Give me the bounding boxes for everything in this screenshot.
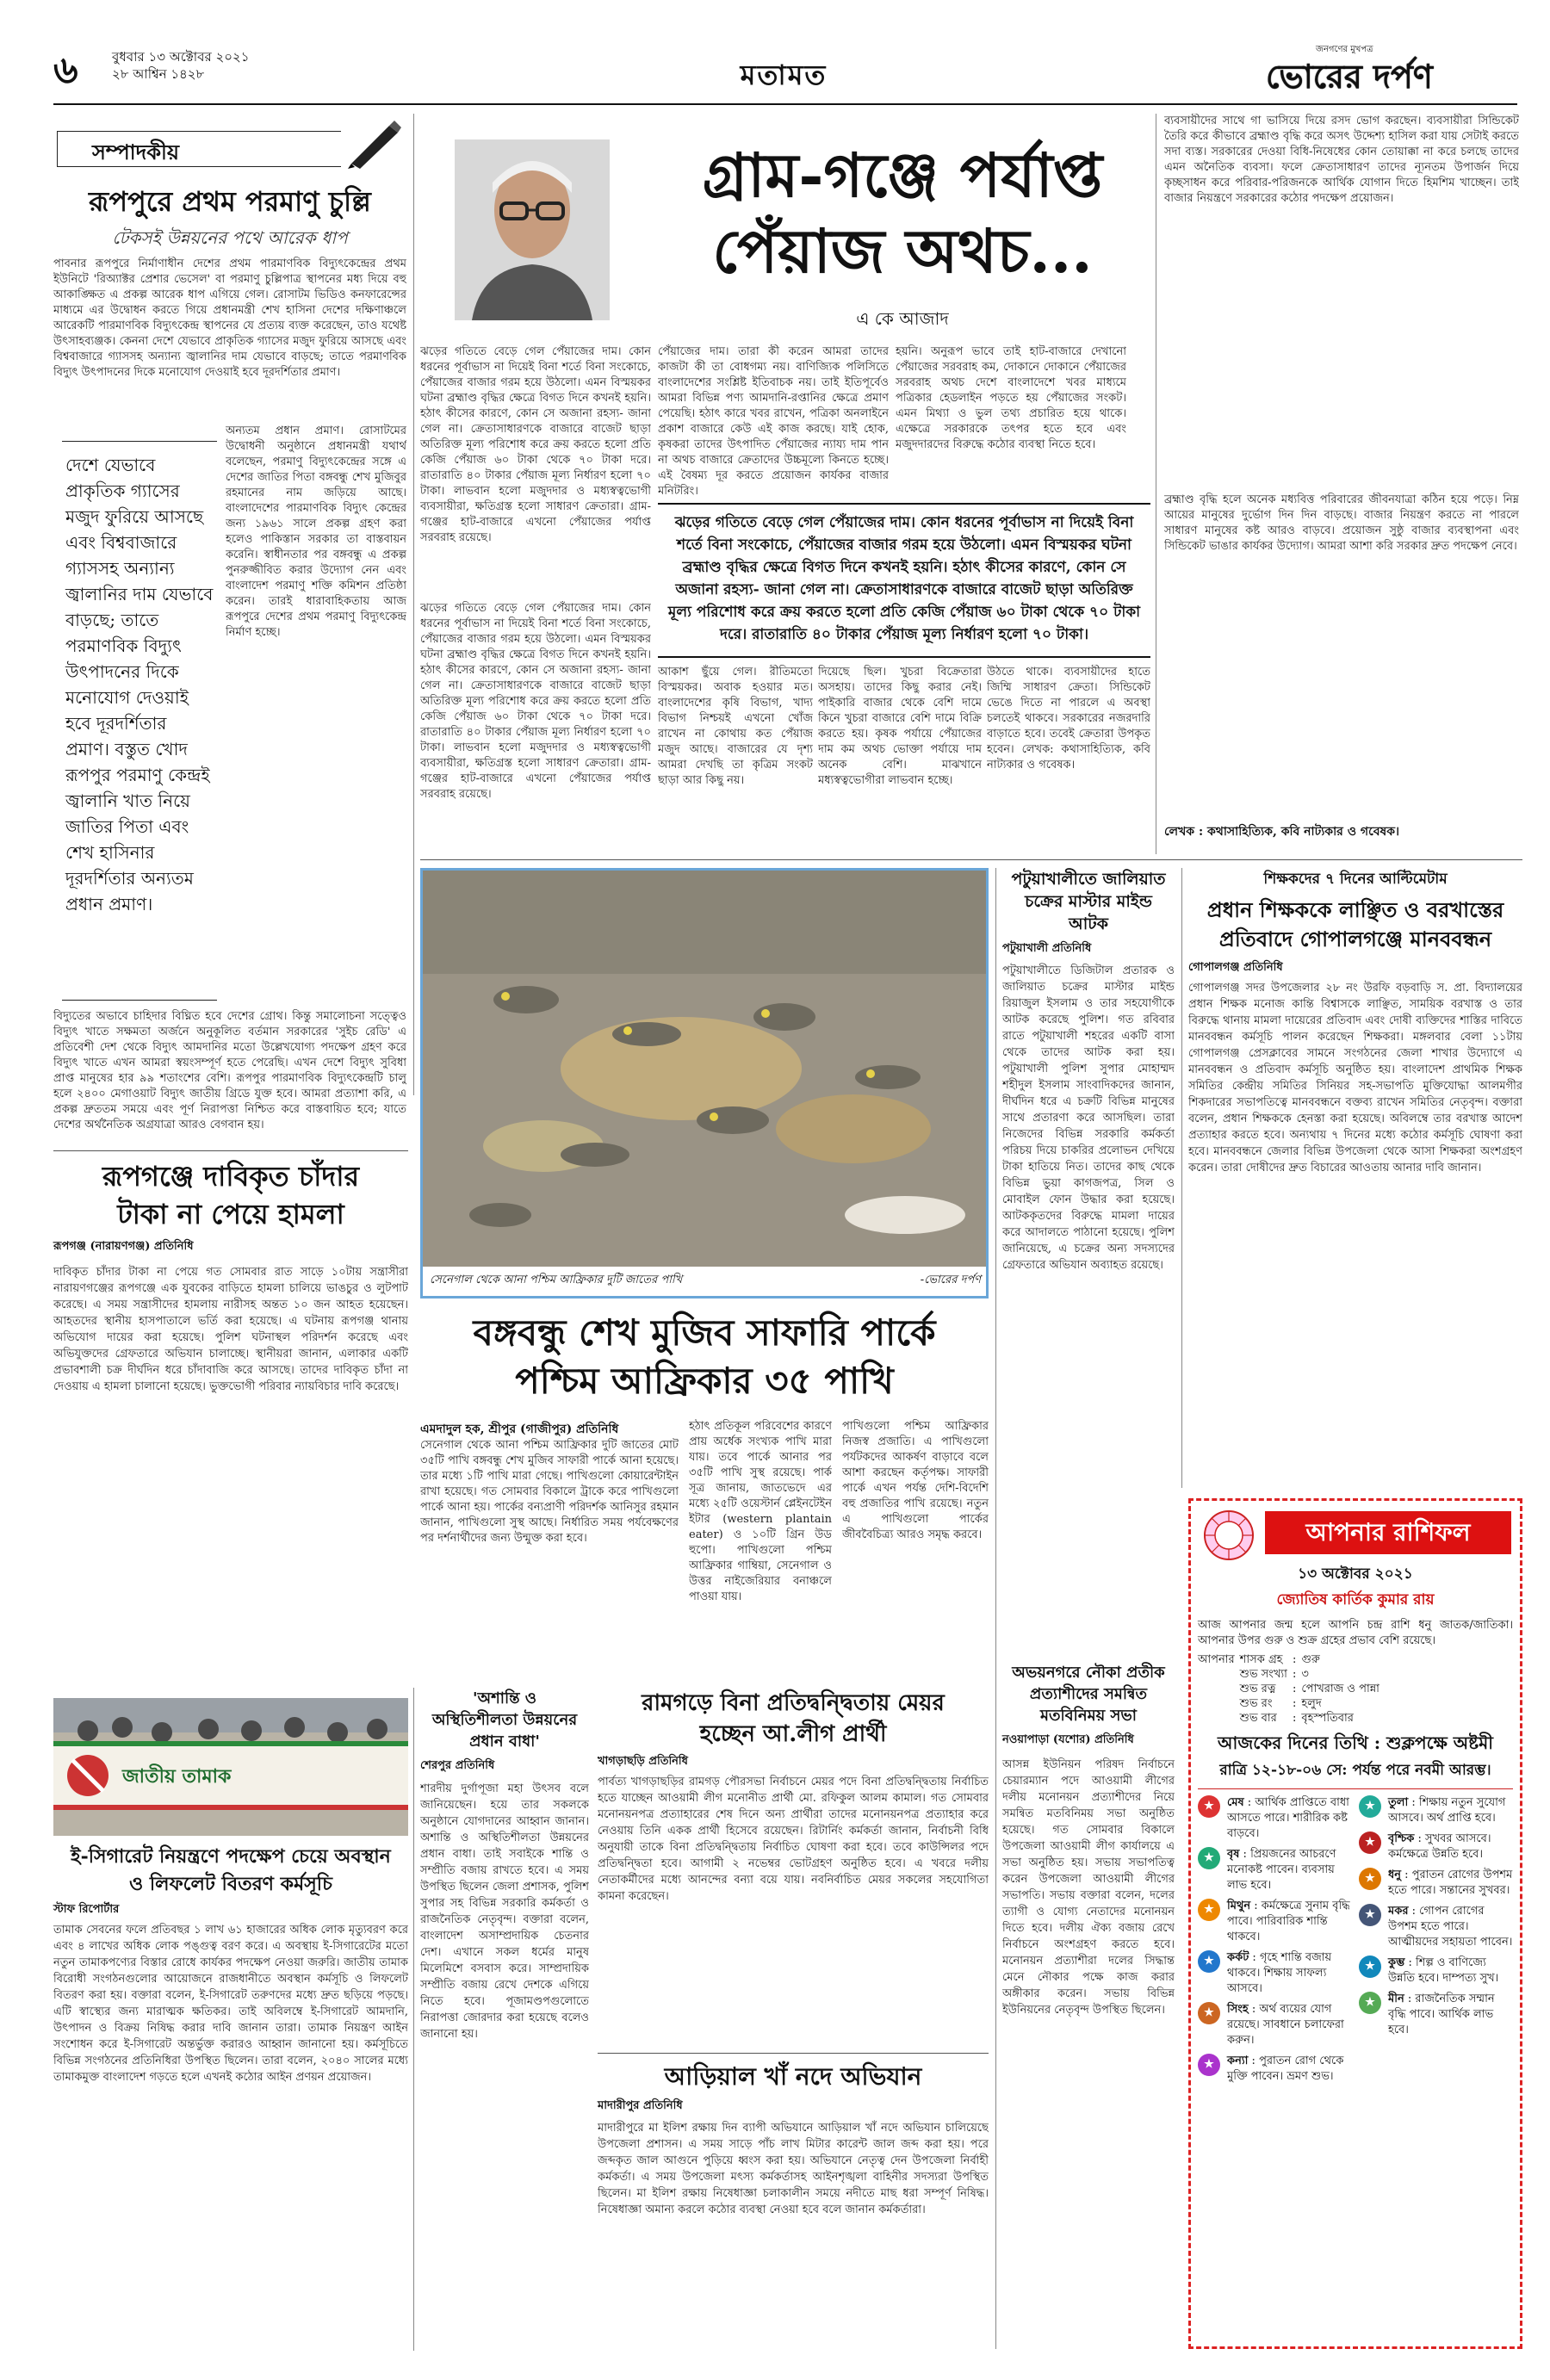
horoscope-table-cell [1198, 1711, 1240, 1726]
editorial-body-bottom: বিদ্যুতের অভাবে চাহিদার বিঘ্নিত হবে দেশের গ্রোথ। কিন্তু সমালোচনা সত্ত্বেও বিদ্যুৎ খাতে সক্ষমতা অর্জনে অনুকূলিত বর্তমান সরকারের 'সুইচ রেডি' এ প্রতিবেশী দেশ থেকে বিদ্যুৎ আমদানির মতো উল্লেখযোগ্য পদক্ষেপ গ্রহণ করে বিদ্যুৎ খাতে এখন আমরা স্বয়ংসম্পূর্ণ হতে পেরেছি। এখন দেশে বিদ্যুৎ সুবিধা প্রাপ্ত মানুষের হার ৯৯ শতাংশের বেশি। রূপপুর পারমাণবিক বিদ্যুৎকেন্দ্রটি চালু হলে ২৪০০ মেগাওয়াট বিদ্যুৎ জাতীয় গ্রিডে যুক্ত হবে। আমরা প্রত্যাশা করি, এ প্রকল্প দ্রুততম সময়ে এবং পূর্ণ নিরাপত্তা নিশ্চিত করে বাস্তবায়িত হবে; যাতে দেশের অর্থনৈতিক অগ্রযাত্রা আরও বেগবান হয়। [53, 1010, 406, 1131]
horoscope-table-cell: : [1292, 1683, 1297, 1695]
zodiac-sign-text [1227, 1899, 1352, 1945]
patuakhali-body: পটুয়াখালীতে ডিজিটাল প্রতারক ও জালিয়াত চক্রের মাস্টার মাইন্ড রিয়াজুল ইসলাম ও তার সহযোগীকে আটক করেছে পুলিশ। গত রবিবার রাতে পটুয়াখালী শহরের একটি বাসা থেকে তাদের আটক করা হয়। পটুয়াখালী পুলিশ সুপার মোহাম্মদ শহীদুল ইসলাম সাংবাদিকদের জানান, দীর্ঘদিন ধরে এ চক্রটি বিভিন্ন মানুষের সাথে প্রতারণা করে আসছিল। তারা নিজেদের বিভিন্ন সরকারি কর্মকর্তা পরিচয় দিয়ে চাকরির প্রলোভন দেখিয়ে টাকা হাতিয়ে নিত। তাদের কাছ থেকে বিভিন্ন ভুয়া কাগজপত্র, সিল ও মোবাইল ফোন উদ্ধার করা হয়েছে। আটককৃতদের বিরুদ্ধে মামলা দায়ের করে আদালতে পাঠানো হয়েছে। পুলিশ জানিয়েছে, এ চক্রের অন্য সদস্যদের গ্রেফতারে অভিযান অব্যাহত রয়েছে। [1002, 964, 1175, 1272]
zodiac-sign-text [1388, 1955, 1513, 1986]
zodiac-sign-separator: : [1401, 1869, 1412, 1881]
ecig-body: তামাক সেবনের ফলে প্রতিবছর ১ লাখ ৬১ হাজারের অধিক লোক মৃত্যুবরণ করে এবং ৪ লাখের অধিক লোক পঙ্গুত্ব বরণ করে। এ অবস্থায় ই-সিগারেটের মতো নতুন তামাকপণ্যের বিস্তার রোধে কার্যকর পদক্ষেপ নেওয়া জরুরি। জাতীয় তামাক বিরোধী সংগঠনগুলোর আয়োজনে রাজধানীতে অবস্থান কর্মসূচি ও লিফলেট বিতরণ করা হয়। বক্তারা বলেন, ই-সিগারেট তরুণদের মধ্যে দ্রুত ছড়িয়ে পড়ছে। এটি স্বাস্থ্যের জন্য মারাত্মক ক্ষতিকর। তাই অবিলম্বে ই-সিগারেট আমদানি, উৎপাদন ও বিক্রয় নিষিদ্ধ করার দাবি জানান তারা। তামাক নিয়ন্ত্রণ আইন সংশোধন করে ই-সিগারেট অন্তর্ভুক্ত করারও আহ্বান জানানো হয়। কর্মসূচিতে বিভিন্ন সংগঠনের প্রতিনিধিরা উপস্থিত ছিলেন। তারা বলেন, ২০৪০ সালের মধ্যে তামাকমুক্ত বাংলাদেশ গড়তে হলে এখনই কঠোর আইন প্রণয়ন প্রয়োজন। [53, 1924, 408, 2084]
safari-headline-line2: পশ্চিম আফ্রিকার ৩৫ পাখি [515, 1360, 894, 1402]
zodiac-sign-separator: : [1408, 1905, 1420, 1918]
rupganj-article [53, 1157, 408, 1691]
header-rule [53, 103, 1517, 105]
zodiac-sign-icon: ★ [1198, 1847, 1220, 1869]
horoscope-astrologer: জ্যোতিষ কার্তিক কুমার রায় [1276, 1591, 1435, 1608]
zodiac-sign-entry [1359, 1989, 1513, 2041]
editorial-label: সম্পাদকীয় [92, 139, 180, 164]
safari-col-2: হঠাৎ প্রতিকূল পরিবেশের কারণে প্রায় অর্ধেক সংখ্যক পাখি মারা যায়। তবে পার্কে আনার পর ৩৫টি পাখি সুস্থ রয়েছে। পার্ক সূত্র জানায়, জাতভেদে এর মধ্যে ২৫টি ওয়েস্টার্ন প্লেইনটেইন ইটার (western plantain eater) ও ১০টি গ্রিন উড হুপো। পাখিগুলো পশ্চিম আফ্রিকার গাম্বিয়া, সেনেগাল ও উত্তর নাইজেরিয়ার বনাঞ্চলে পাওয়া যায়। [689, 1420, 832, 1603]
horoscope-table-cell: : [1292, 1697, 1297, 1710]
zodiac-sign-description: কর্মক্ষেত্রে সুনাম বৃদ্ধি পাবে। পারিবারিক শান্তি থাকবে। [1227, 1900, 1350, 1943]
zodiac-sign-text [1388, 1831, 1513, 1862]
horoscope-table-row [1198, 1652, 1385, 1667]
safari-article [420, 1309, 989, 1679]
horoscope-tithi: আজকের দিনের তিথি : শুক্লপক্ষে অষ্টমী রাত্রি ১২-১৮-০৬ সে: পর্যন্ত পরে নবমী আরম্ভ। [1198, 1731, 1513, 1783]
patuakhali-byline: পটুয়াখালী প্রতিনিধি [1002, 942, 1092, 955]
zodiac-sign-entry [1359, 1865, 1513, 1901]
safari-photo-frame [420, 868, 989, 1298]
opinion-col-1b: ঝড়ের গতিতে বেড়ে গেল পেঁয়াজের দাম। কোন ধরনের পূর্বাভাস না দিয়েই বিনা শর্তে বিনা সংকোচে, পেঁয়াজের বাজার গরম হয়ে উঠলো। এমন বিস্ময়কর ঘটনা ব্রহ্মাণ্ড বৃদ্ধির ক্ষেত্রে বিগত দিনে কখনই হয়নি। হঠাৎ কীসের কারণে, কোন সে অজানা রহস্য- জানা গেল না। ক্রেতাসাধারণকে বাজারে বাজেট ছাড়া অতিরিক্ত মূল্য পরিশোধ করে ক্রয় করতে হলো প্রতি কেজি পেঁয়াজ ৬০ টাকা থেকে ৭০ টাকা দরে। রাতারাতি ৪০ টাকার পেঁয়াজ মূল্য নির্ধারণ হলো ৭০ টাকা। লাভবান হলো মজুদদার ও মধ্যস্বত্বভোগী ব্যবসায়ীরা, ক্ষতিগ্রস্ত হলো সাধারণ ক্রেতারা। গ্রাম-গঞ্জের হাট-বাজারে এখনো পেঁয়াজের পর্যাপ্ত সরবরাহ রয়েছে। [420, 602, 651, 801]
issue-date [112, 48, 250, 83]
zodiac-sign-description: রাজনৈতিক সম্মান বৃদ্ধি পাবে। আর্থিক লাভ হবে। [1388, 1993, 1495, 2036]
horoscope-signs-left [1198, 1793, 1352, 2087]
horoscope-table-cell: শুভ রং [1239, 1697, 1273, 1710]
opinion-section [420, 114, 1522, 854]
rupganj-headline-line2: টাকা না পেয়ে হামলা [117, 1198, 344, 1230]
zodiac-sign-separator: : [1243, 1796, 1256, 1809]
column-divider-right [1181, 868, 1182, 1488]
abhoynagar-headline [1002, 1662, 1175, 1726]
horoscope-table-row [1198, 1711, 1385, 1726]
opinion-col-5a: আকাশ ছুঁয়ে গেল। রীতিমতো বিস্ময়কর। অবাক হওয়ার মত। বাংলাদেশের কৃষি বিভাগ, খাদ্য বিভাগ নিশ্চয়ই এখনো খোঁজ রাখেন না কোথায় কত পেঁয়াজ মজুদ আছে। বাজারের যে দৃশ্য আমরা দেখছি তা কৃত্রিম সংকট ছাড়া আর কিছু নয়। [658, 666, 813, 787]
ramgarh-byline: খাগড়াছড়ি প্রতিনিধি [598, 1755, 688, 1768]
opinion-col-5c: উঠতে থাকে। ব্যবসায়ীদের হাতে জিম্মি সাধারণ ক্রেতা। সিন্ডিকেট ভেঙে দিতে না পারলে এ অবস্থা চলতেই থাকবে। সরকারের নজরদারি বাড়াতে হবে। তবেই ক্রেতারা উপকৃত হবেন। লেখক: কথাসাহিত্যিক, কবি নাট্যকার ও গবেষক। [987, 666, 1150, 772]
opinion-writer-note: লেখক : কথাসাহিত্যিক, কবি নাট্যকার ও গবেষক। [1164, 825, 1400, 839]
horoscope-header [1198, 1508, 1513, 1561]
zodiac-sign-separator: : [1408, 1796, 1419, 1809]
zodiac-sign-text [1227, 1795, 1352, 1842]
abhoynagar-headline-line3: মতবিনিময় সভা [1040, 1707, 1137, 1725]
zodiac-sign-icon: ★ [1198, 2002, 1220, 2024]
horoscope-signs [1198, 1788, 1513, 2087]
zodiac-sign-description: আর্থিক প্রাপ্তিতে বাধা আসতে পারে। শারীরিক কষ্ট বাড়বে। [1227, 1796, 1349, 1840]
issue-date-bangla: ২৮ আশ্বিন ১৪২৮ [112, 66, 205, 82]
arial-byline: মাদারীপুর প্রতিনিধি [598, 2099, 683, 2112]
zodiac-sign-entry [1359, 1953, 1513, 1989]
sherpur-byline: শেরপুর প্রতিনিধি [420, 1759, 495, 1772]
ramgarh-headline-line1: রামগড়ে বিনা প্রতিদ্বন্দ্বিতায় মেয়র [642, 1690, 945, 1716]
opinion-bottom-rule [420, 859, 1522, 860]
safari-col-1: সেনেগাল থেকে আনা পশ্চিম আফ্রিকার দুটি জাতের মোট ৩৫টি পাখি বঙ্গবন্ধু শেখ মুজিব সাফারী পার্কে আনা হয়েছে। তার মধ্যে ১টি পাখি মারা গেছে। পাখিগুলো কোয়ারেন্টাইন রাখা হয়েছে। গত সোমবার বিকালে ট্রাকে করে পাখিগুলো পার্কে আনা হয়। পার্কের বন্যপ্রাণী পরিদর্শক আনিসুর রহমান জানান, পাখিগুলো সুস্থ আছে। নির্ধারিত সময় পর্যবেক্ষণের পর দর্শনার্থীদের জন্য উন্মুক্ত করা হবে। [420, 1439, 679, 1545]
zodiac-sign-separator: : [1404, 1956, 1417, 1969]
zodiac-sign-text [1227, 1847, 1352, 1893]
zodiac-sign-entry [1198, 1948, 1352, 1999]
horoscope-table-cell [1198, 1696, 1240, 1711]
opinion-author: এ কে আজাদ [856, 308, 949, 329]
opinion-headline-line1: গ্রাম-গঞ্জে পর্যাপ্ত [702, 139, 1103, 211]
ecig-article [53, 1843, 408, 2351]
left-rule [53, 1150, 408, 1151]
patuakhali-headline-line3: আটক [1069, 914, 1108, 933]
zodiac-sign-description: পুরাতন রোগ থেকে মুক্তি পাবেন। ভ্রমণ শুভ। [1227, 2055, 1344, 2083]
zodiac-sign-description: পুরাতন রোগের উপশম হতে পারে। সন্তানের সুখবর। [1388, 1869, 1513, 1897]
brand-name: ভোরের দর্পণ [1266, 57, 1433, 96]
zodiac-sign-icon: ★ [1359, 1795, 1381, 1818]
horoscope-table-cell: : [1292, 1712, 1297, 1725]
ecig-headline-line2: ও লিফলেট বিতরণ কর্মসূচি [129, 1873, 332, 1895]
sherpur-body: শারদীয় দুর্গাপূজা মহা উৎসব বলে জানিয়েছেন। হয়ে তার সকলকে অনুষ্ঠানে যোগদানের আহ্বান জানান। অশান্তি ও অস্থিতিশীলতা উন্নয়নের প্রধান বাধা। তাই সবাইকে শান্তি ও সম্প্রীতি বজায় রাখতে হবে। এ সময় উপস্থিত ছিলেন জেলা প্রশাসক, পুলিশ সুপার সহ বিভিন্ন সরকারি কর্মকর্তা ও রাজনৈতিক নেতৃবৃন্দ। বক্তারা বলেন, বাংলাদেশ অসাম্প্রদায়িক চেতনার দেশ। এখানে সকল ধর্মের মানুষ মিলেমিশে বসবাস করে। সাম্প্রদায়িক সম্প্রীতি বজায় রেখে দেশকে এগিয়ে নিতে হবে। পূজামণ্ডপগুলোতে নিরাপত্তা জোরদার করা হয়েছে বলেও জানানো হয়। [420, 1782, 589, 2041]
ecig-photo-frame [53, 1698, 408, 1836]
zodiac-sign-description: গোপন রোগের উপশম হতে পারে। আত্মীয়দের সহায়তা পাবেন। [1388, 1905, 1513, 1949]
zodiac-wheel-icon [1203, 1509, 1255, 1561]
zodiac-sign-entry [1359, 1829, 1513, 1865]
editorial-headline: রূপপুরে প্রথম পরমাণু চুল্লি [89, 185, 371, 218]
horoscope-table-cell: হলুদ [1301, 1697, 1322, 1710]
horoscope-date: ১৩ অক্টোবর ২০২১ [1298, 1565, 1413, 1583]
zodiac-sign-name: বৃষ [1227, 1848, 1240, 1861]
ecig-banner-text: জাতীয় তামাক [122, 1765, 232, 1788]
teachers-kicker: শিক্ষকদের ৭ দিনের আল্টিমেটাম [1263, 871, 1448, 888]
sherpur-headline-line1: 'অশান্তি ও [472, 1689, 537, 1708]
opinion-pull-quote: ঝড়ের গতিতে বেড়ে গেল পেঁয়াজের দাম। কোন ধরনের পূর্বাভাস না দিয়েই বিনা শর্তে বিনা সংকোচে, পেঁয়াজের বাজার গরম হয়ে উঠলো। এমন বিস্ময়কর ঘটনা ব্রহ্মাণ্ড বৃদ্ধির ক্ষেত্রে বিগত দিনে কখনই হয়নি। হঠাৎ কীসের কারণে, কোন সে অজানা রহস্য- জানা গেল না। ক্রেতাসাধারণকে বাজারে বাজেট ছাড়া অতিরিক্ত মূল্য পরিশোধ করে ক্রয় করতে হলো প্রতি কেজি পেঁয়াজ ৬০ টাকা থেকে ৭০ টাকা দরে। রাতারাতি ৪০ টাকার পেঁয়াজ মূল্য নির্ধারণ হলো ৭০ টাকা। [658, 503, 1150, 658]
arial-headline: আড়িয়াল খাঁ নদে অভিযান [664, 2062, 922, 2091]
zodiac-sign-text [1388, 1795, 1513, 1826]
photo-credit: -ভোরের দর্পণ [920, 1274, 981, 1286]
author-photo [455, 139, 610, 320]
zodiac-sign-name: কন্যা [1227, 2055, 1249, 2067]
page-number: ৬ [53, 48, 78, 92]
zodiac-sign-description: শিল্প ও বাণিজ্যে উন্নতি হবে। দাম্পত্য সুখ। [1388, 1956, 1499, 1985]
sherpur-headline-line2: অস্থিতিশীলতা উন্নয়নের [431, 1711, 578, 1729]
patuakhali-article [1002, 868, 1175, 1652]
zodiac-sign-icon: ★ [1359, 1904, 1381, 1926]
tithi-label: আজকের দিনের তিথি [1218, 1732, 1368, 1753]
zodiac-sign-icon: ★ [1198, 1795, 1220, 1818]
patuakhali-headline-line1: পটুয়াখালীতে জালিয়াত [1011, 870, 1166, 889]
zodiac-sign-text [1227, 2002, 1352, 2048]
editorial-section [53, 114, 406, 1131]
column-divider-mid [413, 1688, 414, 2351]
zodiac-sign-entry [1198, 1793, 1352, 1844]
safari-headline-line1: বঙ্গবন্ধু শেখ মুজিব সাফারি পার্কে [473, 1311, 936, 1354]
zodiac-sign-name: মেষ [1227, 1796, 1244, 1809]
ramgarh-body: পার্বত্য খাগড়াছড়ির রামগড় পৌরসভা নির্বাচনে মেয়র পদে বিনা প্রতিদ্বন্দ্বিতায় নির্বাচিত হতে যাচ্ছেন আওয়ামী লীগ মনোনীত প্রার্থী মো. রফিকুল আলম কামাল। গত সোমবার মনোনয়নপত্র প্রত্যাহারের শেষ দিনে অন্য প্রার্থীরা তাদের মনোনয়নপত্র প্রত্যাহার করে নেওয়ায় তিনি একক প্রার্থী হিসেবে রয়েছেন। রিটার্নিং কর্মকর্তা জানান, নির্বাচনী বিধি অনুযায়ী তাকে বিনা প্রতিদ্বন্দ্বিতায় নির্বাচিত ঘোষণা করা হবে। তবে কাউন্সিলর পদে প্রতিদ্বন্দ্বিতা হবে। আগামী ২ নভেম্বর ভোটগ্রহণ অনুষ্ঠিত হবে। এ খবরে দলীয় নেতাকর্মীদের মধ্যে আনন্দের বন্যা বয়ে যায়। নবনির্বাচিত মেয়র সকলের সহযোগিতা কামনা করেছেন। [598, 1776, 989, 1903]
zodiac-sign-separator: : [1404, 1993, 1416, 2005]
ecig-headline-line1: ই-সিগারেট নিয়ন্ত্রণে পদক্ষেপ চেয়ে অবস্থান [71, 1845, 391, 1868]
zodiac-sign-description: প্রিয়জনের আচরণে মনোকষ্ট পাবেন। ব্যবসায় লাভ হবে। [1227, 1848, 1336, 1892]
editorial-label-box [57, 131, 341, 167]
arial-rule [598, 2053, 989, 2054]
photo-caption [430, 1272, 981, 1290]
zodiac-sign-entry [1198, 1999, 1352, 2051]
rupganj-headline-line1: রূপগঞ্জে দাবিকৃত চাঁদার [102, 1160, 360, 1193]
opinion-col-4b: ব্রহ্মাণ্ড বৃদ্ধি হলে অনেক মধ্যবিত্ত পরিবারের জীবনযাত্রা কঠিন হয়ে পড়ে। নিম্ন আয়ের মানুষের দুর্ভোগ দিন দিন বাড়ছে। বাজার নিয়ন্ত্রণ করতে না পারলে সাধারণ মানুষের কষ্ট আরও বাড়বে। প্রয়োজন সুষ্ঠু বাজার ব্যবস্থাপনা এবং সিন্ডিকেট ভাঙার কার্যকর উদ্যোগ। আমরা আশা করি সরকার দ্রুত পদক্ষেপ নেবে। [1164, 493, 1519, 553]
horoscope-table-cell: শাসক গ্রহ [1239, 1653, 1283, 1666]
zodiac-sign-icon: ★ [1359, 1868, 1381, 1890]
zodiac-sign-description: শিক্ষায় নতুন সুযোগ আসবে। অর্থ প্রাপ্তি হবে। [1388, 1796, 1506, 1825]
zodiac-sign-name: তুলা [1388, 1796, 1409, 1809]
abhoynagar-headline-line2: প্রত্যাশীদের সমন্বিত [1029, 1685, 1148, 1703]
zodiac-sign-text [1227, 1950, 1352, 1997]
zodiac-sign-entry [1198, 1896, 1352, 1948]
horoscope-table [1198, 1652, 1385, 1726]
horoscope-table-row [1198, 1667, 1385, 1682]
section-title: মতামত [740, 59, 828, 91]
zodiac-sign-name: মিথুন [1227, 1900, 1251, 1912]
horoscope-table-cell: শুভ সংখ্যা [1239, 1668, 1287, 1681]
horoscope-table-cell: গুরু [1301, 1653, 1320, 1666]
patuakhali-headline-line2: চক্রের মাস্টার মাইন্ড [1025, 892, 1152, 911]
editorial-subhead: টেকসই উন্নয়নের পথে আরেক ধাপ [112, 227, 348, 248]
photo-caption-text: সেনেগাল থেকে আনা পশ্চিম আফ্রিকার দুটি জাতের পাখি [430, 1274, 683, 1286]
zodiac-sign-icon: ★ [1359, 1992, 1381, 2014]
zodiac-sign-text [1388, 1992, 1513, 2038]
opinion-headline [627, 138, 1178, 289]
teachers-headline-line2: প্রতিবাদে গোপালগঞ্জে মানববন্ধন [1218, 927, 1492, 951]
horoscope-table-cell: পোখরাজ ও পান্না [1301, 1683, 1380, 1695]
brand-logo [1266, 45, 1524, 103]
zodiac-sign-icon: ★ [1198, 2054, 1220, 2076]
abhoynagar-body: আসন্ন ইউনিয়ন পরিষদ নির্বাচনে চেয়ারম্যান পদে আওয়ামী লীগের দলীয় মনোনয়ন প্রত্যাশীদের নিয়ে সমন্বিত মতবিনিময় সভা অনুষ্ঠিত হয়েছে। গত সোমবার বিকালে উপজেলা আওয়ামী লীগ কার্যালয়ে এ সভা অনুষ্ঠিত হয়। সভায় সভাপতিত্ব করেন উপজেলা আওয়ামী লীগের সভাপতি। সভায় বক্তারা বলেন, দলের ত্যাগী ও যোগ্য নেতাদের মনোনয়ন দিতে হবে। দলীয় ঐক্য বজায় রেখে নির্বাচনে অংশগ্রহণ করতে হবে। মনোনয়ন প্রত্যাশীরা দলের সিদ্ধান্ত মেনে নৌকার পক্ষে কাজ করার অঙ্গীকার করেন। সভায় বিভিন্ন ইউনিয়নের নেতৃবৃন্দ উপস্থিত ছিলেন। [1002, 1758, 1175, 2017]
horoscope-signs-right [1359, 1793, 1513, 2087]
zodiac-sign-separator: : [1239, 1848, 1251, 1861]
zodiac-sign-name: সিংহ [1227, 2003, 1249, 2016]
zodiac-sign-name: ধনু [1388, 1869, 1402, 1881]
zodiac-sign-separator: : [1248, 2055, 1260, 2067]
arial-body: মাদারীপুরে মা ইলিশ রক্ষায় দিন ব্যাপী অভিযানে আড়িয়াল খাঁ নদে অভিযান চালিয়েছে উপজেলা প্রশাসন। এ সময় সাড়ে পাঁচ লাখ মিটার কারেন্ট জাল জব্দ করা হয়। পরে জব্দকৃত জাল আগুনে পুড়িয়ে ধ্বংস করা হয়। অভিযানে নেতৃত্ব দেন উপজেলা নির্বাহী কর্মকর্তা। এ সময় উপজেলা মৎস্য কর্মকর্তাসহ আইনশৃঙ্খলা বাহিনীর সদস্যরা উপস্থিত ছিলেন। মা ইলিশ রক্ষায় নিষেধাজ্ঞা চলাকালীন সময়ে নদীতে মাছ ধরা সম্পূর্ণ নিষিদ্ধ। নিষেধাজ্ঞা অমান্য করলে কঠোর ব্যবস্থা নেওয়া হবে বলে জানান কর্মকর্তারা। [598, 2122, 989, 2216]
zodiac-sign-description: অর্থ ব্যয়ের যোগ রয়েছে। সাবধানে চলাফেরা করুন। [1227, 2003, 1344, 2047]
zodiac-sign-separator: : [1248, 2003, 1260, 2016]
editorial-body-right: অন্যতম প্রধান প্রমাণ। রোসাটমের উদ্বোধনী অনুষ্ঠানে প্রধানমন্ত্রী যথার্থ বলেছেন, পরমাণু বিদ্যুৎকেন্দ্রের সঙ্গে এ দেশের জাতির পিতা বঙ্গবন্ধু শেখ মুজিবুর রহমানের নাম জড়িয়ে আছে। বাংলাদেশের পারমাণবিক বিদ্যুৎ কেন্দ্রের জন্য ১৯৬১ সালে প্রকল্প গ্রহণ করা হলেও পাকিস্তান সরকার তা বাস্তবায়ন করেনি। স্বাধীনতার পর বঙ্গবন্ধু এ প্রকল্প পুনরুজ্জীবিত করার উদ্যোগ নেন এবং বাংলাদেশ পরমাণু শক্তি কমিশন প্রতিষ্ঠা করেন। তারই ধারাবাহিকতায় আজ রূপপুরে দেশের প্রথম পরমাণু বিদ্যুৎকেন্দ্র নির্মাণ হচ্ছে। [226, 425, 406, 639]
abhoynagar-byline: নওয়াপাড়া (যশোর) প্রতিনিধি [1002, 1733, 1134, 1746]
zodiac-sign-icon: ★ [1359, 1831, 1381, 1854]
tithi-value: শুক্লপক্ষে অষ্টমী [1386, 1732, 1493, 1753]
rupganj-body: দাবিকৃত চাঁদার টাকা না পেয়ে গত সোমবার রাত সাড়ে ১০টায় সন্ত্রাসীরা নারায়ণগঞ্জের রূপগঞ্জে এক যুবকের বাড়িতে হামলা চালিয়ে ভাঙচুর ও লুটপাট করেছে। এ সময় সন্ত্রাসীদের হামলায় নারীসহ অন্তত ১০ জন আহত হয়েছেন। আহতদের স্থানীয় হাসপাতালে ভর্তি করা হয়েছে। এ ঘটনায় রূপগঞ্জ থানায় অভিযোগ দায়ের করা হয়েছে। পুলিশ ঘটনাস্থল পরিদর্শন করেছে এবং অভিযুক্তদের গ্রেফতারে অভিযান চালাচ্ছে। স্থানীয়রা জানান, এলাকার একটি প্রভাবশালী চক্র দীর্ঘদিন ধরে চাঁদাবাজি করে আসছে। তাদের দাবিকৃত চাঁদা না দেওয়ায় এ হামলা চালানো হয়েছে। ভুক্তভোগী পরিবার ন্যায়বিচার দাবি করেছে। [53, 1266, 408, 1393]
opinion-col-3: হয়নি। অনুরূপ ভাবে তাই হাট-বাজারে দেখানো পেঁয়াজের সরবরাহ কম, দোকানে দোকানে পেঁয়াজের সরবরাহ অথচ দেশে বাংলাদেশে খবর মাধ্যমে পত্রিকার হেডলাইন পড়তে হয় পেঁয়াজের সংকট। এমন মিথ্যা ও ভুল তথ্য প্রচারিত হয়ে থাকে। এক্ষেত্রে সরকারকে তৎপর হতে হবে এবং মজুদদারদের বিরুদ্ধে কঠোর ব্যবস্থা নিতে হবে। [896, 345, 1126, 451]
issue-date-gregorian: বুধবার ১৩ অক্টোবর ২০২১ [112, 49, 250, 65]
horoscope-table-cell: আপনার [1198, 1653, 1235, 1666]
zodiac-sign-icon: ★ [1198, 1950, 1220, 1973]
zodiac-sign-separator: : [1250, 1900, 1262, 1912]
teachers-body: গোপালগঞ্জ সদর উপজেলার ২৮ নং উরফি বড়বাড়ি স. প্রা. বিদ্যালয়ের প্রধান শিক্ষক মনোজ কান্তি বিশ্বাসকে লাঞ্ছিত, সাময়িক বরখাস্ত ও তার বিরুদ্ধে থানায় মামলা দায়েরের প্রতিবাদ এবং দোষী ব্যক্তিদের শাস্তির দাবিতে মানববন্ধন কর্মসূচি পালন করেছেন শিক্ষকরা। মঙ্গলবার বেলা ১১টায় গোপালগঞ্জ প্রেসক্লাবের সামনে সংগঠনের জেলা শাখার উদ্যোগে এ মানববন্ধন ও প্রতিবাদ কর্মসূচি অনুষ্ঠিত হয়। বাংলাদেশ প্রাথমিক শিক্ষক সমিতির কেন্দ্রীয় সমিতির সিনিয়র সহ-সভাপতি মুক্তিযোদ্ধা আলমগীর শিকদারের সভাপতিত্বে মানববন্ধনে বক্তব্য রাখেন সমিতির নেতৃবৃন্দ। বক্তারা বলেন, প্রধান শিক্ষককে হেনস্তা করা হয়েছে। অবিলম্বে তার বরখাস্ত আদেশ প্রত্যাহার করতে হবে। অন্যথায় ৭ দিনের মধ্যে কঠোর কর্মসূচি ঘোষণা করা হবে। মানববন্ধনে জেলার বিভিন্ন উপজেলা থেকে আসা শিক্ষকরা অংশগ্রহণ করেন। তারা দোষীদের দ্রুত বিচারের আওতায় আনার দাবি জানান। [1188, 982, 1522, 1175]
safari-col-3: পাখিগুলো পশ্চিম আফ্রিকার নিজস্ব প্রজাতি। এ পাখিগুলো পর্যটকদের আকর্ষণ বাড়াবে বলে আশা করছেন কর্তৃপক্ষ। সাফারী পার্কে এখন পর্যন্ত দেশি-বিদেশি বহু প্রজাতির পাখি রয়েছে। নতুন এ পাখিগুলো পার্কের জীববৈচিত্র্য আরও সমৃদ্ধ করবে। [842, 1420, 989, 1541]
horoscope-title: আপনার রাশিফল [1265, 1511, 1511, 1554]
zodiac-sign-entry [1198, 2051, 1352, 2087]
opinion-col-2: পেঁয়াজের দাম। তারা কী করেন আমরা তাদের কাজটা কী তা বোধগম্য নয়। বাণিজ্যিক পলিসিতে বাংলাদেশের সংশ্লিষ্ট ইতিবাচক নয়। তাই ইতিপূর্বেও আমরা বিভিন্ন পণ্য আমদানি-রপ্তানির ক্ষেত্রে প্রমাণ পেয়েছি। হঠাৎ কারে খবর রাখেন, পত্রিকা অনলাইনে প্রকাশ বাজারে কেউ এই কাজ করছে। যাই হোক, কৃষকরা তাদের উৎপাদিত পেঁয়াজের ন্যায্য দাম পান না অথচ বাজারে ক্রেতাদের উচ্চমূল্যে কিনতে হচ্ছে। এই বৈষম্য দূর করতে প্রয়োজন কার্যকর বাজার মনিটরিং। [658, 345, 889, 498]
zodiac-sign-text [1388, 1868, 1513, 1899]
teachers-headline-line1: প্রধান শিক্ষককে লাঞ্ছিত ও বরখাস্তের [1206, 897, 1504, 922]
editorial-pull-quote: দেশে যেভাবে প্রাকৃতিক গ্যাসের মজুদ ফুরিয়ে আসছে এবং বিশ্ববাজারে গ্যাসসহ অন্যান্য জ্বালানির দাম যেভাবে বাড়ছে; তাতে পরমাণবিক বিদ্যুৎ উৎপাদনের দিকে মনোযোগ দেওয়াই হবে দূরদর্শিতার প্রমাণ। বস্তুত খোদ রূপপুর পরমাণু কেন্দ্রই জ্বালানি খাত নিয়ে জাতির পিতা এবং শেখ হাসিনার দূরদর্শিতার অন্যতম প্রধান প্রমাণ। [62, 441, 217, 1001]
horoscope-table-cell: শুভ রত্ন [1239, 1683, 1276, 1695]
zodiac-sign-description: গৃহে শান্তি বজায় থাকবে। শিক্ষায় সাফল্য আসবে। [1227, 1951, 1332, 1995]
zodiac-sign-entry [1359, 1793, 1513, 1829]
ecig-byline: স্টাফ রিপোর্টার [53, 1903, 120, 1916]
zodiac-sign-entry [1359, 1901, 1513, 1953]
horoscope-table-cell: ৩ [1301, 1668, 1309, 1681]
opinion-col-5b: দিয়েছে ছিল। খুচরা বিক্রেতারা অসহায়। তাদের কিছু করার নেই। পাইকারি বাজার থেকে বেশি দামে কিনে খুচরা বাজারে বেশি দামে বিক্রি করতে হয়। কৃষক পর্যায়ে পেঁয়াজের দাম কম অথচ ভোক্তা পর্যায়ে দাম অনেক বেশি। মাঝখানে মধ্যস্বত্বভোগীরা লাভবান হচ্ছে। [818, 666, 982, 787]
opinion-headline-line2: পেঁয়াজ অথচ... [712, 215, 1093, 287]
horoscope-table-cell: শুভ বার [1239, 1712, 1277, 1725]
horoscope-table-cell: বৃহস্পতিবার [1301, 1712, 1354, 1725]
zodiac-sign-entry [1198, 1844, 1352, 1896]
patuakhali-headline [1002, 868, 1175, 935]
brand-tagline: জনগণের মুখপত্র [1316, 45, 1373, 54]
horoscope-box [1188, 1498, 1522, 2349]
ramgarh-article [598, 1688, 989, 2049]
rupganj-byline: রূপগঞ্জ (নারায়ণগঞ্জ) প্রতিনিধি [53, 1240, 194, 1253]
tithi-time: রাত্রি ১২-১৮-০৬ সে: পর্যন্ত পরে নবমী আরম্ভ। [1219, 1762, 1491, 1779]
horoscope-table-row [1198, 1696, 1385, 1711]
column-divider [413, 114, 414, 1095]
horoscope-intro: আজ আপনার জন্ম হলে আপনি চন্দ্র রাশি ধনু জাতক/জাতিকা। আপনার উপর গুরু ও শুক্র গ্রহের প্রভাব বেশি রয়েছে। [1198, 1619, 1513, 1647]
sherpur-headline-line3: প্রধান বাধা' [469, 1732, 540, 1751]
arial-article [598, 2060, 989, 2352]
zodiac-sign-description: সুখবর আসবে। কর্মক্ষেত্রে উন্নতি হবে। [1388, 1832, 1491, 1861]
teachers-article [1188, 868, 1522, 1488]
opinion-col-4: ব্যবসায়ীদের সাথে গা ভাসিয়ে দিয়ে রসদ ভোগ করছেন। ব্যবসায়ীরা সিন্ডিকেট তৈরি করে কীভাবে ব্রহ্মাণ্ড বৃদ্ধি করে অসৎ উদ্দেশ্য হাসিল করা যায় সেটাই করতে সদা ব্যস্ত। সরকারের দেওয়া বিধি-নিষেধের কোন তোয়াক্কা না করে চলছে তাদের এমন অনৈতিক ব্যবসা। ফলে ক্রেতাসাধারণ তাদের ন্যূনতম উপার্জন দিয়ে কৃচ্ছসাধন করে পরিবার-পরিজনকে আর্থিক যোগান দিতে হিমশিম খাচ্ছেন। তাই বাজার নিয়ন্ত্রণে সরকারের কঠোর পদক্ষেপ প্রয়োজন। [1164, 115, 1519, 205]
editorial-body-top: পাবনার রূপপুরে নির্মাণাধীন দেশের প্রথম পারমাণবিক বিদ্যুৎকেন্দ্রের প্রথম ইউনিটে 'রিঅ্যাক্টর প্রেশার ভেসেল' বা পরমাণু চুল্লিপাত্র স্থাপনের মধ্য দিয়ে বহু আকাঙ্ক্ষিত এ প্রকল্প আরেক ধাপ এগিয়ে গেল। রোসাটম ভিডিও কনফারেন্সের মাধ্যমে এর উদ্বোধন করতে গিয়ে প্রধানমন্ত্রী শেখ হাসিনা দেশের দক্ষিণাঞ্চলে আরেকটি পারমাণবিক বিদ্যুৎকেন্দ্র স্থাপনের যে প্রত্যয় ব্যক্ত করেছেন, তাও যথেষ্ট উৎসাহব্যঞ্জক। কেননা দেশে যেভাবে প্রাকৃতিক গ্যাসের মজুদ ফুরিয়ে আসছে এবং বিশ্ববাজারে গ্যাসসহ অন্যান্য জ্বালানির দাম যেভাবে বাড়ছে; তাতে পরমাণবিক বিদ্যুৎ উৎপাদনের দিকে মনোযোগ দেওয়াই হবে দূরদর্শিতার প্রমাণ। [53, 257, 406, 379]
horoscope-table-cell: : [1292, 1668, 1297, 1681]
horoscope-table-row [1198, 1682, 1385, 1696]
teachers-byline: গোপালগঞ্জ প্রতিনিধি [1188, 961, 1283, 974]
abhoynagar-article [1002, 1662, 1175, 2351]
zodiac-sign-text [1388, 1904, 1513, 1950]
zodiac-sign-name: কুম্ভ [1388, 1956, 1405, 1969]
page-header [0, 0, 1550, 103]
zodiac-sign-icon: ★ [1198, 1899, 1220, 1921]
zodiac-sign-icon: ★ [1359, 1955, 1381, 1978]
opinion-col-1: ঝড়ের গতিতে বেড়ে গেল পেঁয়াজের দাম। কোন ধরনের পূর্বাভাস না দিয়েই বিনা শর্তে বিনা সংকোচে, পেঁয়াজের বাজার গরম হয়ে উঠলো। এমন বিস্ময়কর ঘটনা ব্রহ্মাণ্ড বৃদ্ধির ক্ষেত্রে বিগত দিনে কখনই হয়নি। হঠাৎ কীসের কারণে, কোন সে অজানা রহস্য- জানা গেল না। ক্রেতাসাধারণকে বাজারে বাজেট ছাড়া অতিরিক্ত মূল্য পরিশোধ করে ক্রয় করতে হলো প্রতি কেজি পেঁয়াজ ৬০ টাকা থেকে ৭০ টাকা দরে। রাতারাতি ৪০ টাকার পেঁয়াজ মূল্য নির্ধারণ হলো ৭০ টাকা। লাভবান হলো মজুদদার ও মধ্যস্বত্বভোগী ব্যবসায়ীরা, ক্ষতিগ্রস্ত হলো সাধারণ ক্রেতারা। গ্রাম-গঞ্জের হাট-বাজারে এখনো পেঁয়াজের পর্যাপ্ত সরবরাহ রয়েছে। [420, 345, 651, 544]
zodiac-sign-text [1227, 2054, 1352, 2085]
pen-icon [344, 117, 405, 169]
horoscope-table-cell [1198, 1682, 1240, 1696]
birds-photo [423, 871, 986, 1267]
abhoynagar-headline-line1: অভয়নগরে নৌকা প্রতীক [1012, 1664, 1165, 1682]
horoscope-table-cell [1198, 1667, 1240, 1682]
safari-byline: এমদাদুল হক, শ্রীপুর (গাজীপুর) প্রতিনিধি [420, 1422, 619, 1436]
sherpur-headline [420, 1688, 589, 1752]
zodiac-sign-name: মীন [1388, 1993, 1404, 2005]
zodiac-sign-name: কর্কট [1227, 1951, 1249, 1964]
column-divider-patuakhali [995, 868, 996, 2349]
zodiac-sign-separator: : [1414, 1832, 1426, 1845]
sherpur-article [420, 1688, 589, 2351]
zodiac-sign-name: মকর [1388, 1905, 1409, 1918]
zodiac-sign-separator: : [1249, 1951, 1260, 1964]
ramgarh-headline-line2: হচ্ছেন আ.লীগ প্রার্থী [699, 1721, 887, 1747]
horoscope-table-cell: : [1292, 1653, 1297, 1666]
zodiac-sign-name: বৃশ্চিক [1388, 1832, 1415, 1845]
